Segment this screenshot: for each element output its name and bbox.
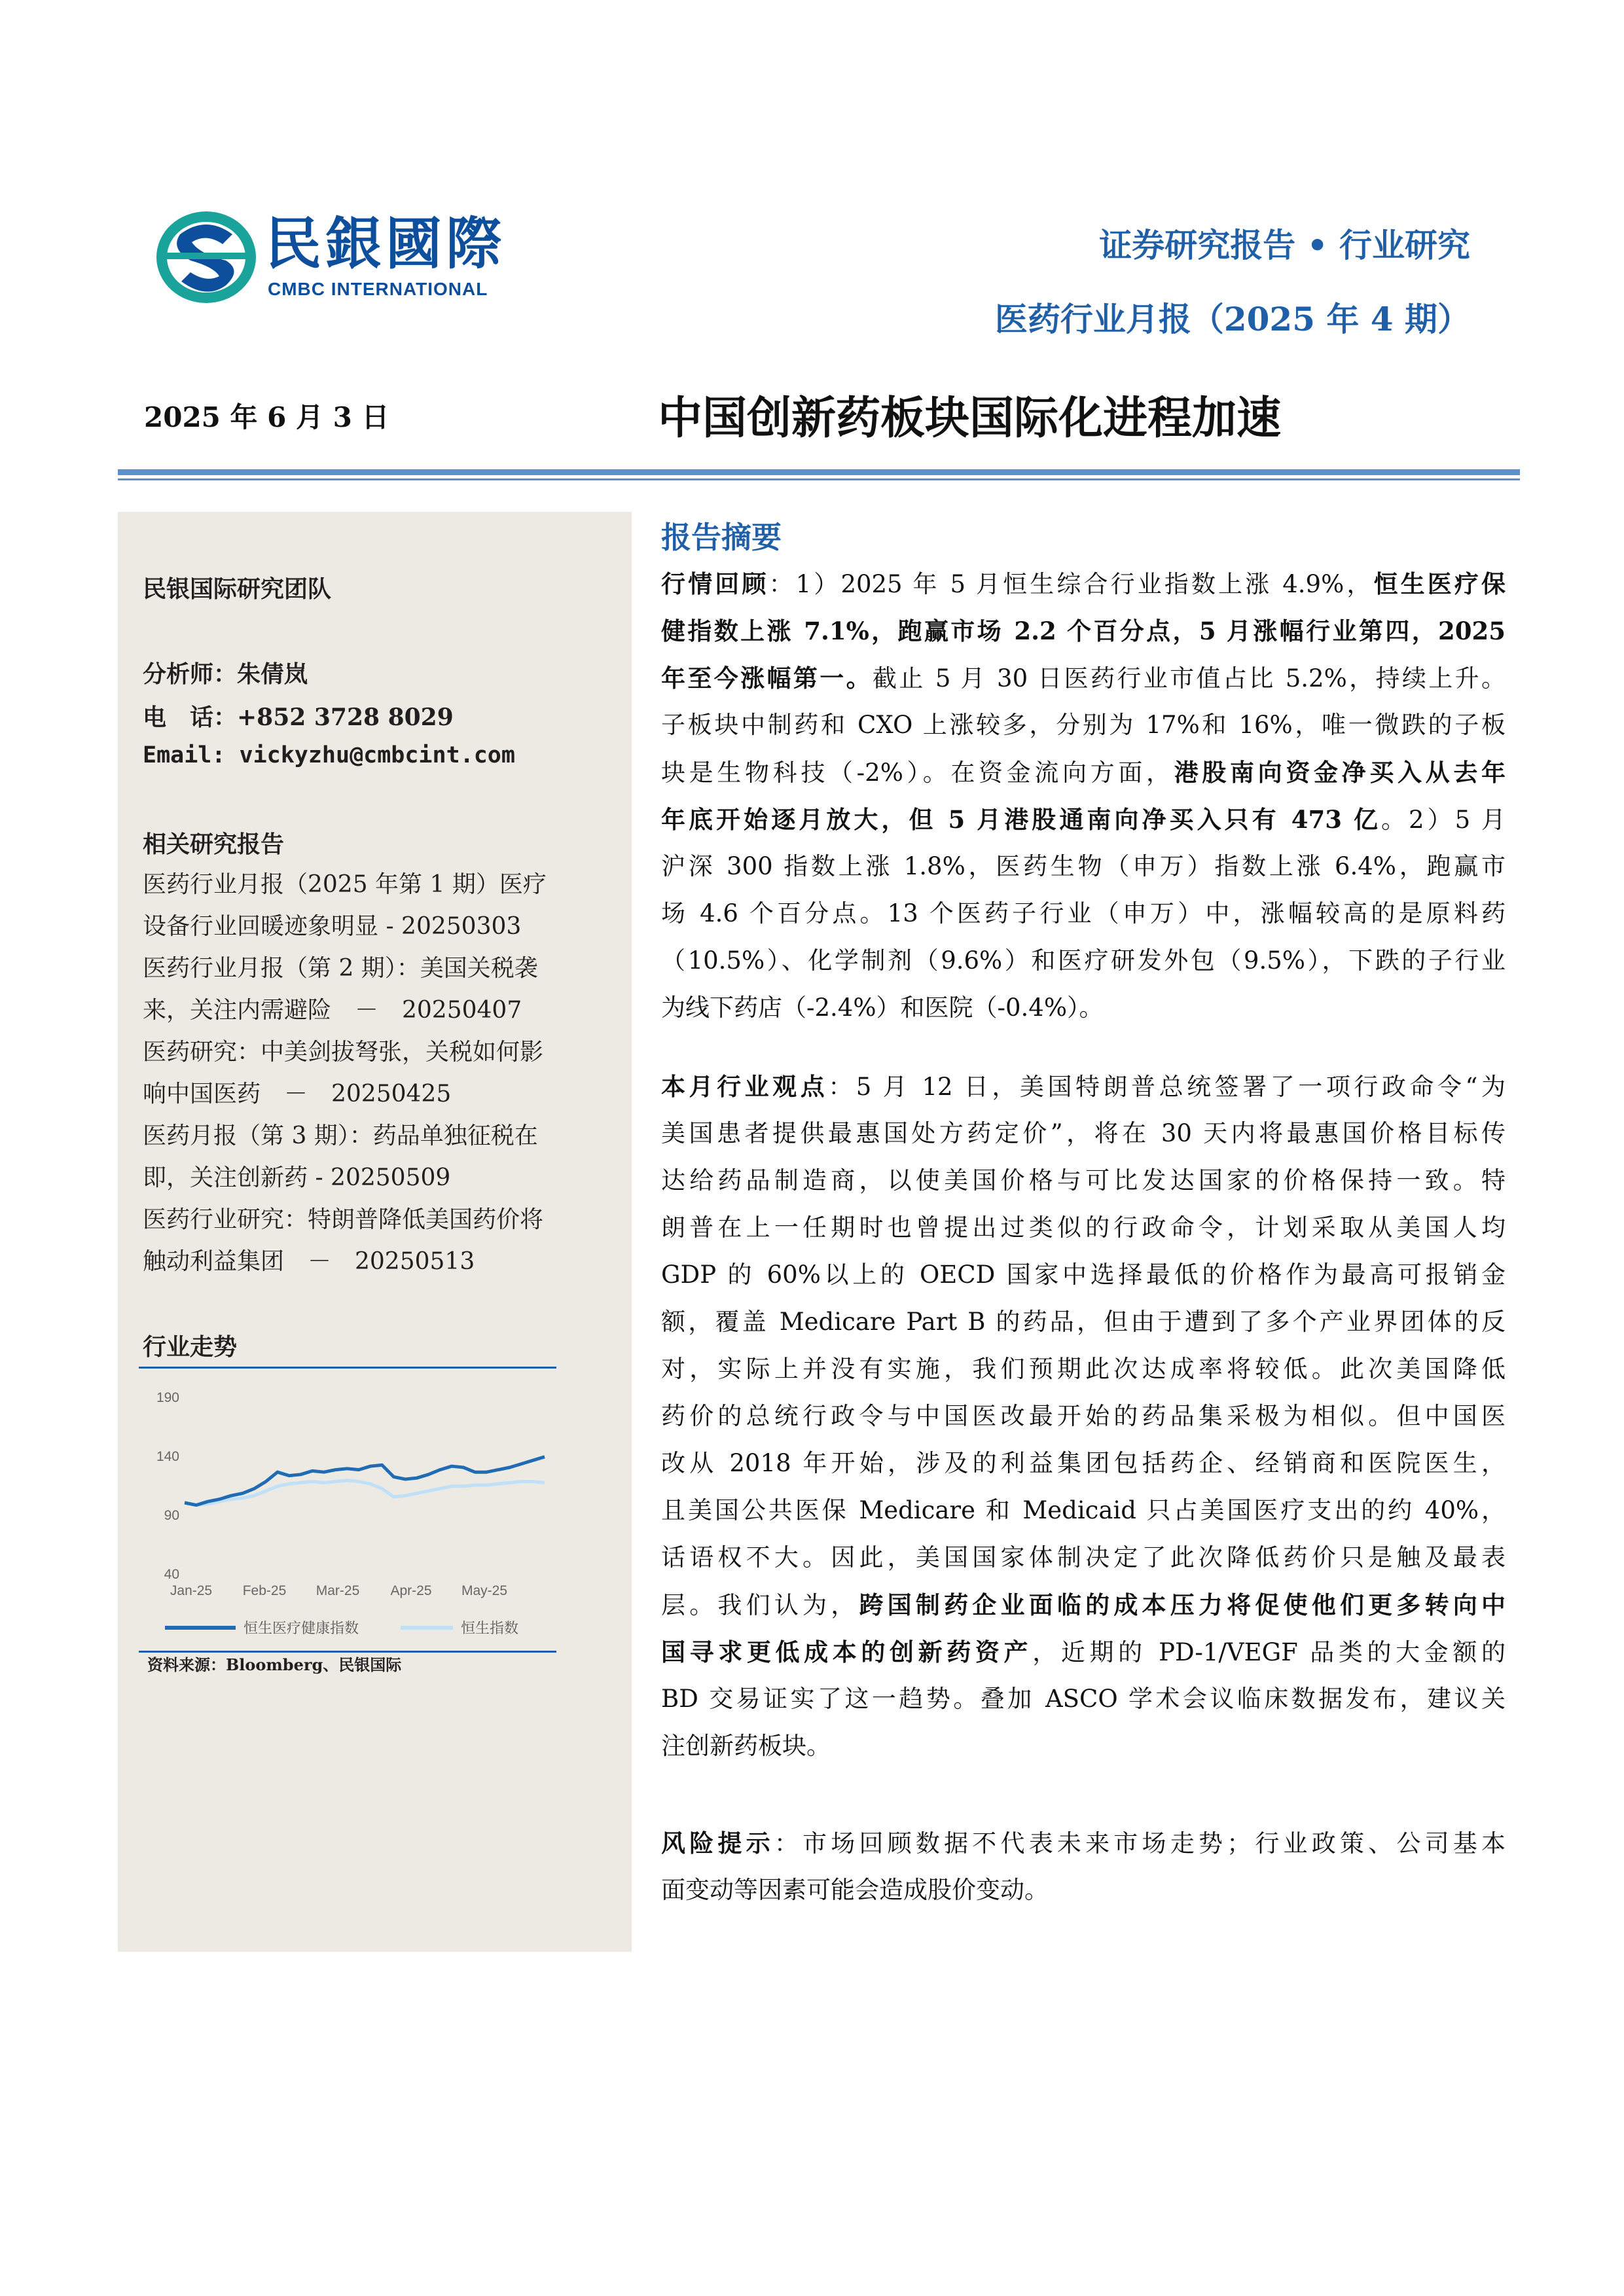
- text-run: 为线下药店（-2.4%）和医院（-0.4%）。: [661, 994, 1104, 1022]
- text-run: ：市场回顾数据不代表未来市场走势；行业政策、公司基本: [774, 1829, 1506, 1857]
- paragraph-line: [661, 1204, 1506, 1251]
- header-divider: [118, 469, 1520, 475]
- y-tick-label: 90: [164, 1508, 179, 1523]
- related-report-line: 设备行业回暖迹象明显 - 20250303: [143, 913, 522, 940]
- bold-text-run: 年至今涨幅第一。: [661, 664, 873, 692]
- related-report-line: 医药月报（第 3 期）：药品单独征税在: [143, 1122, 538, 1149]
- legend-label-hsi: 恒生指数: [461, 1621, 519, 1637]
- trend-divider: [139, 1367, 556, 1369]
- header-divider-thin: [118, 478, 1520, 480]
- bold-text-run: 行情回顾: [661, 569, 769, 598]
- paragraph-line: [661, 1440, 1506, 1487]
- text-run: ：5 月 12 日，美国特朗普总统签署了一项行政命令“为: [828, 1073, 1506, 1101]
- trend-chart-svg: [139, 1369, 556, 1649]
- x-tick-label: Jan-25: [170, 1583, 213, 1598]
- paragraph-line: [661, 1534, 1506, 1581]
- text-run: 截止 5 月 30 日医药行业市值占比 5.2%，持续上升。: [872, 664, 1506, 692]
- paragraph-line: [661, 796, 1506, 843]
- text-run: 话语权不大。因此，美国国家体制决定了此次降低药价只是触及最表: [661, 1543, 1506, 1571]
- market-review-paragraph: [661, 560, 1506, 1031]
- paragraph-line: [661, 1723, 1506, 1770]
- y-tick-label: 40: [164, 1567, 179, 1582]
- related-reports-heading: 相关研究报告: [143, 831, 285, 858]
- paragraph-line: [661, 1393, 1506, 1440]
- paragraph-line: [661, 1820, 1506, 1867]
- paragraph-line: [661, 1299, 1506, 1346]
- risk-paragraph: [661, 1820, 1506, 1914]
- legend-label-healthcare: 恒生医疗健康指数: [244, 1621, 359, 1637]
- chart-source: 资料来源：Bloomberg、民银国际: [147, 1655, 402, 1674]
- paragraph-line: [661, 560, 1506, 607]
- x-tick-label: Feb-25: [242, 1583, 287, 1598]
- paragraph-line: [661, 843, 1506, 890]
- text-run: 对，实际上并没有实施，我们预期此次达成率将较低。此次美国降低: [661, 1355, 1506, 1383]
- related-report-line: 医药研究：中美剑拔弩张，关税如何影: [143, 1039, 544, 1066]
- paragraph-line: [661, 1110, 1506, 1157]
- paragraph-line: [661, 984, 1506, 1031]
- paragraph-line: [661, 655, 1506, 702]
- paragraph-line: [661, 1867, 1506, 1914]
- research-team: 民银国际研究团队: [143, 575, 332, 603]
- paragraph-line: [661, 1581, 1506, 1628]
- text-run: 额，覆盖 Medicare Part B 的药品，但由于遭到了多个产业界团体的反: [661, 1308, 1506, 1336]
- industry-trend-heading: 行业走势: [143, 1333, 238, 1361]
- text-run: 块是生物科技（-2%）。在资金流向方面，: [661, 759, 1174, 787]
- paragraph-line: [661, 1676, 1506, 1723]
- related-report-line: 响中国医药 － 20250425: [143, 1081, 452, 1107]
- text-run: 达给药品制造商，以使美国价格与可比发达国家的价格保持一致。特: [661, 1166, 1506, 1194]
- bold-text-run: 健指数上涨 7.1%，跑赢市场 2.2 个百分点，5 月涨幅行业第四，2025: [661, 617, 1506, 645]
- bold-text-run: 恒生医疗保: [1373, 569, 1506, 598]
- text-run: 场 4.6 个百分点。13 个医药子行业（申万）中，涨幅较高的是原料药: [661, 899, 1506, 927]
- industry-trend-chart: [139, 1369, 556, 1649]
- company-logo: [154, 208, 566, 313]
- paragraph-line: [661, 702, 1506, 749]
- related-report-line: 医药行业月报（第 2 期）：美国关税袭: [143, 955, 538, 982]
- bold-text-run: 本月行业观点: [661, 1072, 829, 1101]
- analyst-phone: 电 话：+852 3728 8029: [143, 704, 454, 731]
- x-tick-label: May-25: [461, 1583, 508, 1598]
- paragraph-line: [661, 890, 1506, 937]
- analyst-name: 分析师：朱倩岚: [143, 660, 308, 688]
- summary-heading: 报告摘要: [661, 520, 782, 555]
- report-series: 医药行业月报（2025 年 4 期）: [994, 300, 1470, 338]
- paragraph-line: [661, 1628, 1506, 1676]
- text-run: 层。我们认为，: [661, 1591, 859, 1619]
- text-run: （10.5%）、化学制剂（9.6%）和医疗研发外包（9.5%），下跌的子行业: [661, 946, 1506, 975]
- logo-name: 民銀國際: [265, 211, 506, 277]
- paragraph-line: [661, 1157, 1506, 1204]
- text-run: 沪深 300 指数上涨 1.8%，医药生物（申万）指数上涨 6.4%，跑赢市: [661, 852, 1506, 880]
- related-reports-list: [143, 864, 621, 1283]
- related-report-line: 医药行业月报（2025 年第 1 期）医疗: [143, 871, 547, 898]
- text-run: 药价的总统行政令与中国医改最开始的药品集采极为相似。但中国医: [661, 1402, 1506, 1430]
- text-run: 改从 2018 年开始，涉及的利益集团包括药企、经销商和医院医生，: [661, 1449, 1506, 1477]
- text-run: 且美国公共医保 Medicare 和 Medicaid 只占美国医疗支出的约 40%，: [661, 1496, 1506, 1524]
- x-tick-label: Mar-25: [316, 1583, 360, 1598]
- bold-text-run: 港股南向资金净买入从去年: [1174, 758, 1506, 787]
- paragraph-line: [661, 749, 1506, 796]
- y-tick-label: 140: [156, 1449, 179, 1464]
- related-report-line: 来，关注内需避险 － 20250407: [143, 997, 522, 1024]
- text-run: 子板块中制药和 CXO 上涨较多，分别为 17%和 16%，唯一微跌的子板: [661, 711, 1506, 739]
- paragraph-line: [661, 1063, 1506, 1110]
- report-title: 中国创新药板块国际化进程加速: [658, 392, 1282, 444]
- paragraph-line: [661, 1346, 1506, 1393]
- text-run: ，近期的 PD-1/VEGF 品类的大金额的: [1032, 1638, 1506, 1666]
- paragraph-line: [661, 1487, 1506, 1534]
- text-run: 。2）5 月: [1380, 806, 1506, 834]
- bold-text-run: 年底开始逐月放大，但 5 月港股通南向净买入只有 473 亿: [661, 805, 1381, 834]
- text-run: ：1）2025 年 5 月恒生综合行业指数上涨 4.9%，: [768, 570, 1374, 598]
- bold-text-run: 风险提示: [661, 1829, 774, 1857]
- text-run: 美国患者提供最惠国处方药定价”，将在 30 天内将最惠国价格目标传: [661, 1119, 1506, 1147]
- related-report-line: 医药行业研究：特朗普降低美国药价将: [143, 1206, 544, 1233]
- report-type: 证券研究报告 • 行业研究: [1099, 226, 1470, 264]
- text-run: 朗普在上一任期时也曾提出过类似的行政命令，计划采取从美国人均: [661, 1213, 1506, 1242]
- related-report-line: 触动利益集团 － 20250513: [143, 1248, 475, 1275]
- logo-emblem-icon: [154, 208, 259, 306]
- text-run: 注创新药板块。: [661, 1732, 831, 1760]
- bold-text-run: 国寻求更低成本的创新药资产: [661, 1638, 1033, 1666]
- report-date: 2025 年 6 月 3 日: [144, 401, 389, 433]
- related-report-line: 即，关注创新药 - 20250509: [143, 1164, 451, 1191]
- text-run: BD 交易证实了这一趋势。叠加 ASCO 学术会议临床数据发布，建议关: [661, 1685, 1506, 1713]
- logo-subtitle: CMBC INTERNATIONAL: [268, 279, 488, 299]
- paragraph-line: [661, 937, 1506, 984]
- bold-text-run: 跨国制药企业面临的成本压力将促使他们更多转向中: [859, 1590, 1506, 1619]
- paragraph-line: [661, 607, 1506, 655]
- text-run: 面变动等因素可能会造成股价变动。: [661, 1876, 1049, 1904]
- x-tick-label: Apr-25: [390, 1583, 432, 1598]
- analyst-email: Email: vickyzhu@cmbcint.com: [143, 742, 515, 768]
- paragraph-line: [661, 1251, 1506, 1299]
- text-run: GDP 的 60%以上的 OECD 国家中选择最低的价格作为最高可报销金: [661, 1261, 1506, 1289]
- industry-view-paragraph: [661, 1063, 1506, 1770]
- y-tick-label: 190: [156, 1390, 179, 1405]
